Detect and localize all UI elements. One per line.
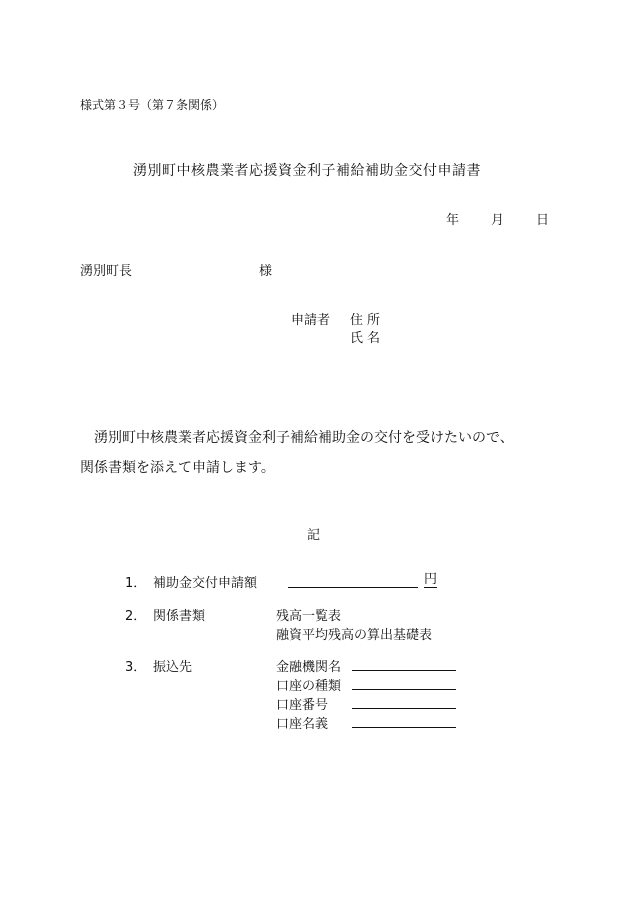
item-1 bbox=[125, 572, 257, 591]
item-2-label: 関係書類 bbox=[153, 609, 206, 624]
body-line-2: 関係書類を添えて申請します。 bbox=[80, 460, 275, 476]
honorific: 様 bbox=[259, 264, 273, 279]
amount-unit: 円 bbox=[424, 572, 438, 587]
date-year: 年 bbox=[446, 213, 460, 228]
account-number-label: 口座番号 bbox=[276, 698, 329, 713]
account-type-field[interactable] bbox=[352, 676, 456, 690]
applicant-label: 申請者 bbox=[291, 313, 331, 328]
item-1-label: 補助金交付申請額 bbox=[153, 576, 258, 591]
addressee: 湧別町長 bbox=[80, 264, 133, 279]
item-2 bbox=[125, 605, 205, 624]
doc-2: 融資平均残高の算出基礎表 bbox=[276, 628, 433, 643]
date-month: 月 bbox=[491, 213, 505, 228]
bank-name-label: 金融機関名 bbox=[276, 660, 342, 675]
doc-1: 残高一覧表 bbox=[276, 609, 342, 624]
date-line bbox=[446, 209, 549, 228]
body-text bbox=[80, 423, 560, 483]
account-holder-label: 口座名義 bbox=[276, 717, 329, 732]
amount-field[interactable] bbox=[288, 574, 418, 588]
bank-name-field[interactable] bbox=[352, 657, 456, 671]
item-3-label: 振込先 bbox=[153, 660, 193, 675]
form-number: 様式第３号（第７条関係） bbox=[80, 98, 225, 112]
body-line-1: 湧別町中核農業者応援資金利子補給補助金の交付を受けたいので、 bbox=[80, 430, 514, 446]
account-type-label: 口座の種類 bbox=[276, 679, 342, 694]
ki-heading: 記 bbox=[307, 528, 321, 543]
account-number-field[interactable] bbox=[352, 695, 456, 709]
account-holder-field[interactable] bbox=[352, 714, 456, 728]
item-3-number: 3． bbox=[125, 660, 147, 675]
document-title: 湧別町中核農業者応援資金利子補給補助金交付申請書 bbox=[133, 163, 481, 179]
date-day: 日 bbox=[536, 213, 550, 228]
address-label: 住所 bbox=[350, 313, 385, 328]
item-1-number: 1． bbox=[125, 576, 147, 591]
item-3 bbox=[125, 656, 192, 675]
name-label: 氏名 bbox=[350, 331, 385, 346]
item-2-number: 2． bbox=[125, 609, 147, 624]
